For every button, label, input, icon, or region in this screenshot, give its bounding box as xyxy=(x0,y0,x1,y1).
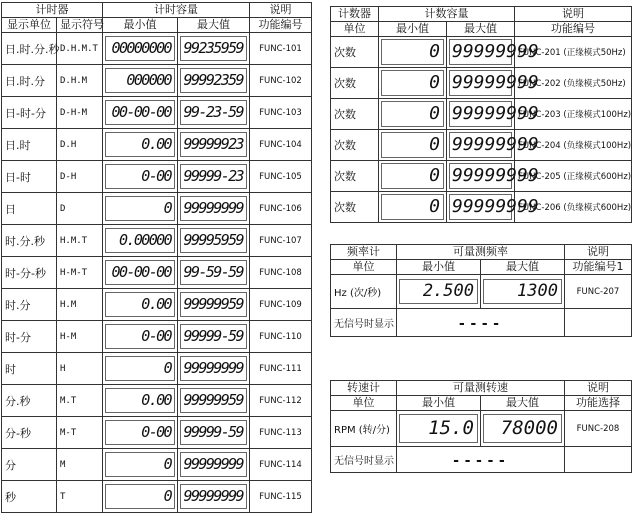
counter-min-display: 0 xyxy=(381,194,444,220)
timer-unit: 日.时 xyxy=(2,129,57,161)
counter-header-note: 说明 xyxy=(515,7,632,22)
timer-row xyxy=(2,481,312,513)
counter-min-display: 0 xyxy=(381,163,444,189)
frequency-func: FUNC-207 xyxy=(565,275,632,309)
timer-unit: 日 xyxy=(2,193,57,225)
timer-max-display: 99235959 xyxy=(180,36,247,61)
timer-min-display: 0 xyxy=(105,356,175,381)
counter-row xyxy=(331,37,632,68)
timer-row xyxy=(2,353,312,385)
timer-min-display: 000000 xyxy=(105,68,175,93)
counter-min-display: 0 xyxy=(381,70,444,96)
timer-min-display: 0.00000 xyxy=(105,228,175,253)
timer-max-display: 99999999 xyxy=(180,356,247,381)
timer-func: FUNC-107 xyxy=(250,225,312,257)
timer-symbol: M.T xyxy=(57,385,103,417)
counter-table xyxy=(330,6,632,223)
timer-col-min: 最小值 xyxy=(103,18,178,33)
timer-func: FUNC-108 xyxy=(250,257,312,289)
counter-func: FUNC-201 (正缘模式50Hz) xyxy=(515,37,632,68)
counter-max-display: 99999999 xyxy=(449,132,512,158)
timer-min-display: 0-00 xyxy=(105,420,175,445)
timer-unit: 时-分-秒 xyxy=(2,257,57,289)
timer-unit: 秒 xyxy=(2,481,57,513)
timer-row xyxy=(2,417,312,449)
timer-min-display: 0-00 xyxy=(105,324,175,349)
timer-symbol: H-M-T xyxy=(57,257,103,289)
timer-func: FUNC-106 xyxy=(250,193,312,225)
timer-max-display: 99999959 xyxy=(180,388,247,413)
timer-func: FUNC-102 xyxy=(250,65,312,97)
timer-row xyxy=(2,225,312,257)
frequency-table xyxy=(330,244,632,337)
timer-max-display: 99999-23 xyxy=(180,164,247,189)
timer-min-display: 0 xyxy=(105,452,175,477)
timer-header-note: 说明 xyxy=(250,3,312,18)
counter-func: FUNC-205 (正缘模式600Hz) xyxy=(515,161,632,192)
counter-col-unit: 单位 xyxy=(331,22,379,37)
timer-header-title: 计时器 xyxy=(2,3,103,18)
counter-max-display: 99999999 xyxy=(449,70,512,96)
timer-symbol: T xyxy=(57,481,103,513)
tachometer-func: FUNC-208 xyxy=(565,411,632,447)
counter-header-capacity: 计数容量 xyxy=(379,7,515,22)
timer-max-display: 99999923 xyxy=(180,132,247,157)
tachometer-col-min: 最小值 xyxy=(397,396,481,411)
timer-func: FUNC-114 xyxy=(250,449,312,481)
timer-min-display: 0.00 xyxy=(105,388,175,413)
timer-unit: 时 xyxy=(2,353,57,385)
timer-row xyxy=(2,321,312,353)
timer-symbol: H.M.T xyxy=(57,225,103,257)
timer-symbol: H xyxy=(57,353,103,385)
frequency-col-max: 最大值 xyxy=(481,260,565,275)
counter-unit: 次数 xyxy=(331,37,379,68)
timer-unit: 日.时.分 xyxy=(2,65,57,97)
timer-row xyxy=(2,257,312,289)
timer-min-display: 0 xyxy=(105,484,175,509)
timer-min-display: 00-00-00 xyxy=(105,100,175,125)
timer-table xyxy=(1,2,312,513)
timer-max-display: 99999-59 xyxy=(180,420,247,445)
tachometer-no-signal-value: ----- xyxy=(451,453,510,469)
frequency-max-display: 1300 xyxy=(483,279,562,304)
timer-func: FUNC-105 xyxy=(250,161,312,193)
frequency-col-unit: 单位 xyxy=(331,260,397,275)
counter-min-display: 0 xyxy=(381,132,444,158)
counter-header-title: 计数器 xyxy=(331,7,379,22)
timer-row xyxy=(2,129,312,161)
tachometer-min-display: 15.0 xyxy=(399,414,478,443)
timer-row xyxy=(2,289,312,321)
frequency-min-display: 2.500 xyxy=(399,279,478,304)
timer-max-display: 99999999 xyxy=(180,484,247,509)
timer-row xyxy=(2,449,312,481)
counter-row xyxy=(331,161,632,192)
timer-symbol: H-M xyxy=(57,321,103,353)
counter-max-display: 99999999 xyxy=(449,163,512,189)
counter-unit: 次数 xyxy=(331,161,379,192)
frequency-unit: Hz (次/秒) xyxy=(331,275,397,309)
timer-col-func: 功能编号 xyxy=(250,18,312,33)
frequency-col-func: 功能编号1 xyxy=(565,260,632,275)
counter-row xyxy=(331,192,632,223)
tachometer-col-func: 功能选择 xyxy=(565,396,632,411)
frequency-header-capacity: 可量测频率 xyxy=(397,245,565,260)
timer-symbol: M xyxy=(57,449,103,481)
timer-unit: 时-分 xyxy=(2,321,57,353)
tachometer-max-display: 78000 xyxy=(483,414,562,443)
timer-symbol: D xyxy=(57,193,103,225)
timer-col-unit: 显示单位 xyxy=(2,18,57,33)
timer-max-display: 99992359 xyxy=(180,68,247,93)
tachometer-table xyxy=(330,380,632,473)
frequency-no-signal-label: 无信号时显示 xyxy=(331,309,397,337)
timer-symbol: D.H.M xyxy=(57,65,103,97)
timer-max-display: 99-23-59 xyxy=(180,100,247,125)
timer-unit: 分-秒 xyxy=(2,417,57,449)
timer-max-display: 99999-59 xyxy=(180,324,247,349)
timer-row xyxy=(2,97,312,129)
timer-row xyxy=(2,33,312,65)
timer-row xyxy=(2,65,312,97)
frequency-header-note: 说明 xyxy=(565,245,632,260)
frequency-header-title: 频率计 xyxy=(331,245,397,260)
timer-min-display: 0.00 xyxy=(105,292,175,317)
counter-unit: 次数 xyxy=(331,130,379,161)
counter-row xyxy=(331,130,632,161)
counter-func: FUNC-206 (负缘模式600Hz) xyxy=(515,192,632,223)
timer-header-capacity: 计时容量 xyxy=(103,3,250,18)
counter-col-min: 最小值 xyxy=(379,22,447,37)
counter-min-display: 0 xyxy=(381,101,444,127)
timer-row xyxy=(2,161,312,193)
tachometer-unit: RPM (转/分) xyxy=(331,411,397,447)
timer-col-max: 最大值 xyxy=(178,18,250,33)
counter-row xyxy=(331,68,632,99)
counter-func: FUNC-204 (负缘模式100Hz) xyxy=(515,130,632,161)
timer-func: FUNC-115 xyxy=(250,481,312,513)
counter-func: FUNC-203 (正缘模式100Hz) xyxy=(515,99,632,130)
counter-col-func: 功能编号 xyxy=(515,22,632,37)
timer-func: FUNC-101 xyxy=(250,33,312,65)
timer-func: FUNC-110 xyxy=(250,321,312,353)
timer-unit: 时.分.秒 xyxy=(2,225,57,257)
timer-unit: 时.分 xyxy=(2,289,57,321)
tachometer-col-max: 最大值 xyxy=(481,396,565,411)
counter-min-display: 0 xyxy=(381,39,444,65)
timer-symbol: D.H.M.T xyxy=(57,33,103,65)
tachometer-no-signal-label: 无信号时显示 xyxy=(331,447,397,473)
timer-symbol: D.H xyxy=(57,129,103,161)
tachometer-header-capacity: 可量测转速 xyxy=(397,381,565,396)
timer-func: FUNC-113 xyxy=(250,417,312,449)
timer-symbol: D-H xyxy=(57,161,103,193)
timer-unit: 分.秒 xyxy=(2,385,57,417)
timer-row xyxy=(2,193,312,225)
frequency-col-min: 最小值 xyxy=(397,260,481,275)
timer-symbol: H.M xyxy=(57,289,103,321)
timer-func: FUNC-109 xyxy=(250,289,312,321)
timer-max-display: 99999959 xyxy=(180,292,247,317)
timer-unit: 日-时-分 xyxy=(2,97,57,129)
timer-min-display: 0-00 xyxy=(105,164,175,189)
tachometer-col-unit: 单位 xyxy=(331,396,397,411)
counter-col-max: 最大值 xyxy=(447,22,515,37)
timer-min-display: 00000000 xyxy=(105,36,175,61)
tachometer-header-title: 转速计 xyxy=(331,381,397,396)
timer-unit: 日.时.分.秒 xyxy=(2,33,57,65)
timer-max-display: 99999999 xyxy=(180,452,247,477)
timer-col-symbol: 显示符号 xyxy=(57,18,103,33)
counter-unit: 次数 xyxy=(331,192,379,223)
timer-symbol: D-H-M xyxy=(57,97,103,129)
counter-unit: 次数 xyxy=(331,99,379,130)
timer-symbol: M-T xyxy=(57,417,103,449)
timer-func: FUNC-112 xyxy=(250,385,312,417)
timer-unit: 日-时 xyxy=(2,161,57,193)
timer-max-display: 99995959 xyxy=(180,228,247,253)
timer-min-display: 0.00 xyxy=(105,132,175,157)
timer-func: FUNC-104 xyxy=(250,129,312,161)
counter-max-display: 99999999 xyxy=(449,194,512,220)
counter-max-display: 99999999 xyxy=(449,39,512,65)
counter-max-display: 99999999 xyxy=(449,101,512,127)
timer-func: FUNC-111 xyxy=(250,353,312,385)
timer-row xyxy=(2,385,312,417)
timer-max-display: 99-59-59 xyxy=(180,260,247,285)
timer-max-display: 99999999 xyxy=(180,196,247,221)
frequency-no-signal-value: ---- xyxy=(457,316,504,332)
timer-min-display: 00-00-00 xyxy=(105,260,175,285)
timer-func: FUNC-103 xyxy=(250,97,312,129)
timer-unit: 分 xyxy=(2,449,57,481)
counter-row xyxy=(331,99,632,130)
tachometer-header-note: 说明 xyxy=(565,381,632,396)
counter-unit: 次数 xyxy=(331,68,379,99)
counter-func: FUNC-202 (负缘模式50Hz) xyxy=(515,68,632,99)
timer-min-display: 0 xyxy=(105,196,175,221)
